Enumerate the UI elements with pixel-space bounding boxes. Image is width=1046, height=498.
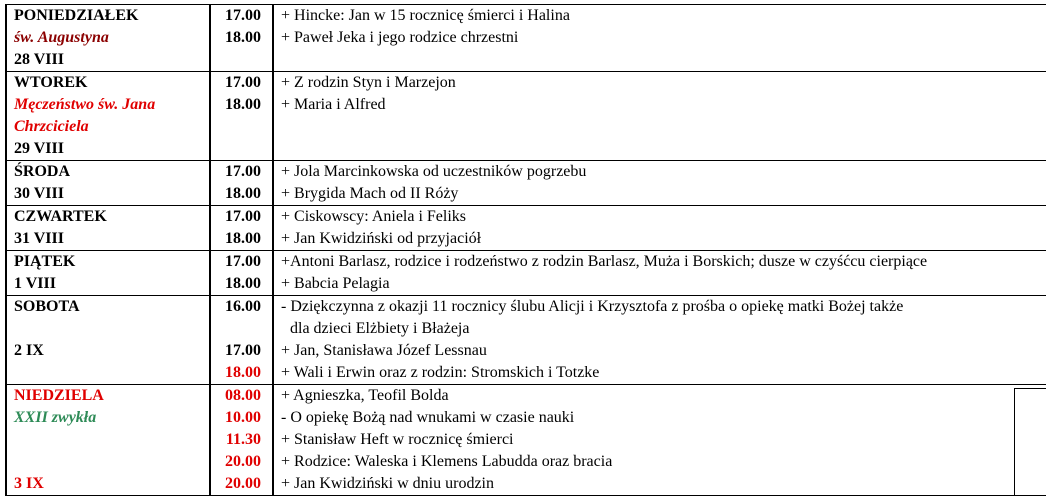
time-cell [210,206,273,251]
mass-intention: + Rodzice: Waleska i Klemens Labudda oraz bracia [281,453,613,470]
mass-time: 16.00 [225,298,261,315]
day-name: NIEDZIELA [14,387,104,404]
mass-time: 18.00 [225,96,261,113]
mass-intention: + Stanisław Heft w rocznicę śmierci [281,431,514,448]
day-cell [6,5,210,72]
mass-time: 11.30 [225,431,261,448]
day-name: WTOREK [14,74,88,91]
mass-intention: + Jan Kwidziński od przyjaciół [281,230,482,247]
mass-intention: + Jola Marcinkowska od uczestników pogrzebu [281,163,587,180]
sunday-side-box-top [1014,388,1046,389]
mass-intention: + Agnieszka, Teofil Bolda [281,387,449,404]
intention-cell [273,296,1046,385]
mass-intention: + Maria i Alfred [281,96,386,113]
spacer [14,318,209,340]
mass-intention: - O opiekę Bożą nad wnukami w czasie nauki [281,409,575,426]
mass-time: 17.00 [225,253,261,270]
intention-cell [273,161,1046,206]
mass-intention: + Paweł Jeka i jego rodzice chrzestni [281,29,519,46]
mass-intention: +Antoni Barlasz, rodzice i rodzeństwo z rodzin Barlasz, Muża i Borskich; dusze w czyśćcu cierpiące [281,253,928,270]
spacer [274,49,1046,71]
intention-cell [273,385,1046,496]
day-row [6,72,1046,161]
mass-time: 17.00 [225,208,261,225]
spacer [211,318,272,340]
day-cell [6,385,210,496]
mass-intention: + Babcia Pelagia [281,275,390,292]
day-date: 1 VIII [14,275,56,292]
spacer [14,362,209,384]
day-cell [6,161,210,206]
mass-time: 18.00 [225,185,261,202]
mass-time: 18.00 [225,275,261,292]
day-name: PONIEDZIAŁEK [14,7,139,24]
day-date: 29 VIII [14,140,64,157]
mass-time: 10.00 [225,409,261,426]
mass-time: 17.00 [225,74,261,91]
mass-intention-continuation: dla dzieci Elżbiety i Błażeja [290,320,470,337]
feast-label: XXII zwykła [14,409,97,426]
mass-intention: + Brygida Mach od II Róży [281,185,459,202]
intention-cell [273,5,1046,72]
mass-time: 20.00 [225,475,261,492]
time-cell [210,251,273,296]
day-date: 2 IX [14,342,44,359]
mass-schedule-table [5,4,1046,496]
day-date: 28 VIII [14,51,64,68]
day-name: SOBOTA [14,298,80,315]
spacer [14,451,209,473]
day-row [6,5,1046,72]
mass-intention: + Z rodzin Styn i Marzejon [281,74,456,91]
mass-intention: + Jan Kwidziński w dniu urodzin [281,475,494,492]
mass-time: 08.00 [225,387,261,404]
time-cell [210,296,273,385]
day-name: ŚRODA [14,163,71,180]
day-row [6,161,1046,206]
spacer [274,138,1046,160]
mass-intention: + Jan, Stanisława Józef Lessnau [281,342,487,359]
schedule-body [6,5,1046,496]
spacer [211,138,272,160]
day-row [6,385,1046,496]
day-cell [6,296,210,385]
spacer [14,429,209,451]
mass-time: 18.00 [225,29,261,46]
day-name: PIĄTEK [14,253,76,270]
sunday-side-box-border [1014,388,1015,496]
day-date: 3 IX [14,475,44,492]
mass-time: 17.00 [225,342,261,359]
feast-label: Męczeństwo św. Jana [14,96,156,113]
time-cell [210,385,273,496]
intention-cell [273,72,1046,161]
day-date: 31 VIII [14,230,64,247]
day-row [6,206,1046,251]
spacer [211,49,272,71]
spacer [211,116,272,138]
time-cell [210,5,273,72]
mass-time: 17.00 [225,163,261,180]
mass-intention: + Hincke: Jan w 15 rocznicę śmierci i Halina [281,7,570,24]
day-row [6,251,1046,296]
day-cell [6,72,210,161]
day-row [6,296,1046,385]
day-cell [6,251,210,296]
intention-cell [273,251,1046,296]
time-cell [210,72,273,161]
mass-time: 20.00 [225,453,261,470]
day-date: 30 VIII [14,185,64,202]
day-name: CZWARTEK [14,208,107,225]
feast-label: Chrzciciela [14,118,89,135]
time-cell [210,161,273,206]
day-cell [6,206,210,251]
mass-time: 17.00 [225,7,261,24]
mass-intention: + Ciskowscy: Aniela i Feliks [281,208,467,225]
mass-intention: + Wali i Erwin oraz z rodzin: Stromskich i Totzke [281,364,600,381]
mass-intention: - Dziękczynna z okazji 11 rocznicy ślubu Alicji i Krzysztofa z prośba o opiekę matki Bożej także [281,298,904,315]
mass-time: 18.00 [225,364,261,381]
feast-label: św. Augustyna [14,29,109,46]
intention-cell [273,206,1046,251]
spacer [274,116,1046,138]
mass-time: 18.00 [225,230,261,247]
